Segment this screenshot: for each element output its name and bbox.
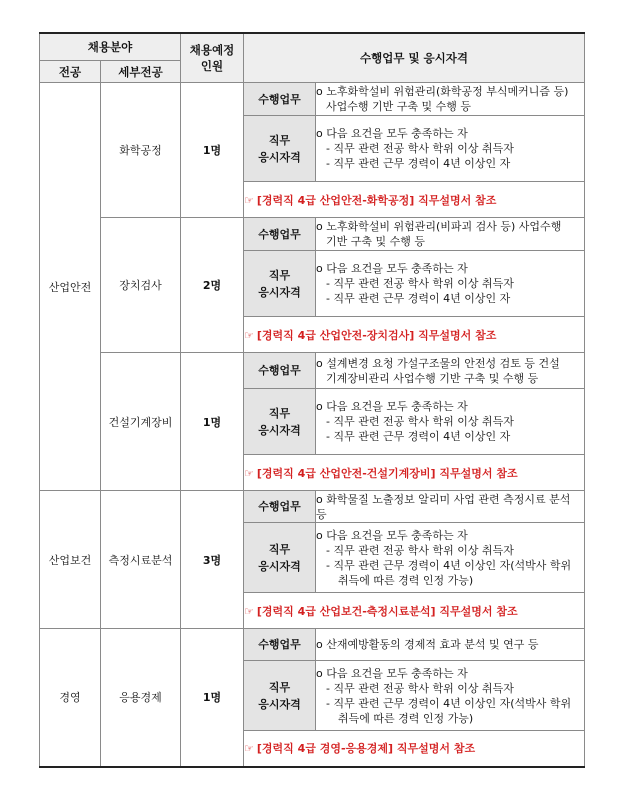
- subcategory-cell: 측정시료분석: [101, 491, 181, 629]
- category-cell: 산업보건: [40, 491, 101, 629]
- headcount-cell: 1명: [181, 353, 244, 491]
- duty-label: 수행업무: [244, 491, 316, 523]
- headcount-cell: 1명: [181, 83, 244, 218]
- header-subcategory: 세부전공: [101, 61, 181, 83]
- qualification-text: o 다음 요건을 모두 충족하는 자 - 직무 관련 전공 학사 학위 이상 취득자 - 직무 관련 근무 경력이 4년 이상인 자: [316, 251, 585, 317]
- qualification-text: o 다음 요건을 모두 충족하는 자 - 직무 관련 전공 학사 학위 이상 취득자 - 직무 관련 근무 경력이 4년 이상인 자: [316, 389, 585, 455]
- qualification-label: 직무 응시자격: [244, 116, 316, 182]
- qualification-text: o 다음 요건을 모두 충족하는 자 - 직무 관련 전공 학사 학위 이상 취득자 - 직무 관련 근무 경력이 4년 이상인 자(석박사 학위 취득에 따른 경력 인정 가능): [316, 661, 585, 731]
- pointing-hand-icon: ☞: [244, 193, 254, 207]
- duty-text: o 노후화학설비 위험관리(화학공정 부식메커니즘 등) 사업수행 기반 구축 및 수행 등: [316, 83, 585, 116]
- subcategory-cell: 건설기계장비: [101, 353, 181, 491]
- duty-label: 수행업무: [244, 353, 316, 389]
- job-description-reference: ☞ [경력직 4급 산업안전-건설기계장비] 직무설명서 참조: [244, 455, 585, 491]
- duty-text: o 화학물질 노출정보 알리미 사업 관련 측정시료 분석 등: [316, 491, 585, 523]
- category-cell: 경영: [40, 629, 101, 767]
- job-description-reference: ☞ [경력직 4급 산업안전-화학공정] 직무설명서 참조: [244, 182, 585, 218]
- header-category: 전공: [40, 61, 101, 83]
- qualification-label: 직무 응시자격: [244, 389, 316, 455]
- headcount-cell: 2명: [181, 218, 244, 353]
- headcount-cell: 3명: [181, 491, 244, 629]
- qualification-text: o 다음 요건을 모두 충족하는 자 - 직무 관련 전공 학사 학위 이상 취득자 - 직무 관련 근무 경력이 4년 이상인 자(석박사 학위 취득에 따른 경력 인정 가능): [316, 523, 585, 593]
- pointing-hand-icon: ☞: [244, 328, 254, 342]
- pointing-hand-icon: ☞: [244, 604, 254, 618]
- header-field: 채용분야: [40, 33, 181, 61]
- header-duties: 수행업무 및 응시자격: [244, 33, 585, 83]
- qualification-label: 직무 응시자격: [244, 661, 316, 731]
- duty-text: o 산재예방활동의 경제적 효과 분석 및 연구 등: [316, 629, 585, 661]
- qualification-label: 직무 응시자격: [244, 251, 316, 317]
- pointing-hand-icon: ☞: [244, 742, 254, 756]
- headcount-cell: 1명: [181, 629, 244, 767]
- subcategory-cell: 화학공정: [101, 83, 181, 218]
- category-cell: 산업안전: [40, 83, 101, 491]
- job-description-reference: ☞ [경력직 4급 경영-응용경제] 직무설명서 참조: [244, 731, 585, 767]
- duty-label: 수행업무: [244, 218, 316, 251]
- pointing-hand-icon: ☞: [244, 466, 254, 480]
- header-headcount: 채용예정 인원: [181, 33, 244, 83]
- subcategory-cell: 응용경제: [101, 629, 181, 767]
- qualification-label: 직무 응시자격: [244, 523, 316, 593]
- duty-text: o 노후화학설비 위험관리(비파괴 검사 등) 사업수행 기반 구축 및 수행 등: [316, 218, 585, 251]
- duty-label: 수행업무: [244, 629, 316, 661]
- duty-label: 수행업무: [244, 83, 316, 116]
- subcategory-cell: 장치검사: [101, 218, 181, 353]
- job-description-reference: ☞ [경력직 4급 산업안전-장치검사] 직무설명서 참조: [244, 317, 585, 353]
- duty-text: o 설계변경 요청 가설구조물의 안전성 검토 등 건설 기계장비관리 사업수행 기반 구축 및 수행 등: [316, 353, 585, 389]
- recruitment-table: [39, 32, 585, 768]
- job-description-reference: ☞ [경력직 4급 산업보건-측정시료분석] 직무설명서 참조: [244, 593, 585, 629]
- qualification-text: o 다음 요건을 모두 충족하는 자 - 직무 관련 전공 학사 학위 이상 취득자 - 직무 관련 근무 경력이 4년 이상인 자: [316, 116, 585, 182]
